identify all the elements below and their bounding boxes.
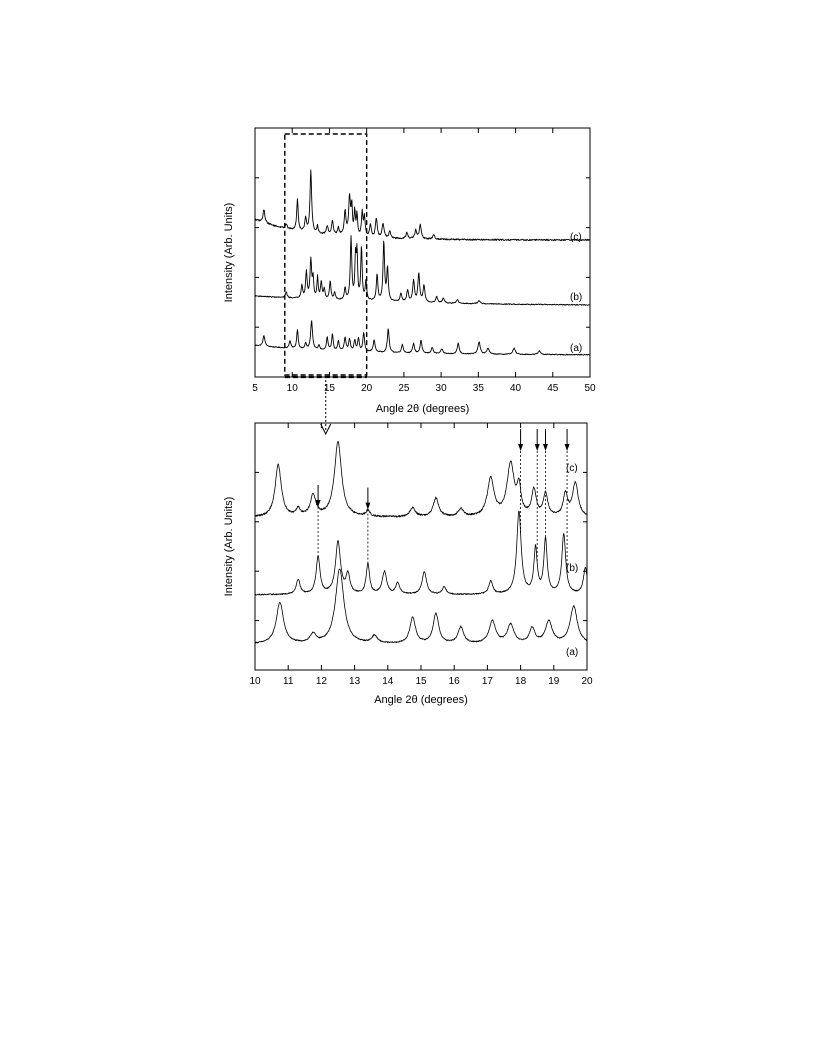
x-tick-label: 50 (584, 383, 596, 394)
series-label: (b) (570, 292, 583, 303)
x-tick-label: 11 (283, 676, 294, 687)
x-tick-label: 10 (286, 383, 298, 394)
x-tick-label: 16 (448, 676, 460, 687)
x-tick-label: 20 (581, 676, 593, 687)
x-tick-label: 17 (481, 676, 493, 687)
zoom-panel (223, 423, 593, 706)
x-tick-label: 10 (249, 676, 261, 687)
arrow-head (365, 503, 370, 510)
x-axis-label: Angle 2θ (degrees) (374, 694, 468, 706)
arrow-head (535, 444, 540, 451)
x-tick-label: 45 (547, 383, 559, 394)
series-label: (c) (570, 232, 582, 243)
x-tick-label: 15 (415, 676, 427, 687)
series-label: (b) (566, 563, 579, 574)
y-axis-label: Intensity (Arb. Units) (223, 202, 235, 303)
series-line-c (255, 170, 590, 241)
x-tick-label: 20 (361, 383, 373, 394)
x-tick-label: 19 (548, 676, 560, 687)
series-line-b (255, 236, 590, 306)
x-tick-label: 40 (509, 383, 522, 394)
x-tick-label: 30 (435, 383, 447, 394)
x-tick-label: 25 (398, 383, 410, 394)
series-line-a (255, 321, 590, 355)
x-tick-label: 18 (515, 676, 527, 687)
y-axis-label: Intensity (Arb. Units) (223, 496, 235, 597)
arrow-head (518, 444, 523, 451)
x-axis-label: Angle 2θ (degrees) (375, 403, 470, 415)
arrow-head (565, 444, 570, 451)
x-tick-label: 5 (252, 383, 258, 394)
x-tick-label: 12 (315, 676, 327, 687)
series-label: (c) (566, 463, 578, 474)
x-tick-label: 35 (472, 383, 484, 394)
series-line-a (255, 569, 587, 643)
x-tick-label: 14 (382, 676, 394, 687)
plot-frame (255, 128, 590, 377)
series-label: (a) (566, 647, 579, 658)
traces (255, 170, 590, 355)
x-tick-label: 13 (349, 676, 361, 687)
zoom-region-box (285, 134, 367, 375)
series-label: (a) (570, 343, 583, 354)
x-tick-label: 15 (323, 383, 336, 394)
arrow-head (543, 444, 548, 451)
overview-panel (223, 128, 596, 415)
